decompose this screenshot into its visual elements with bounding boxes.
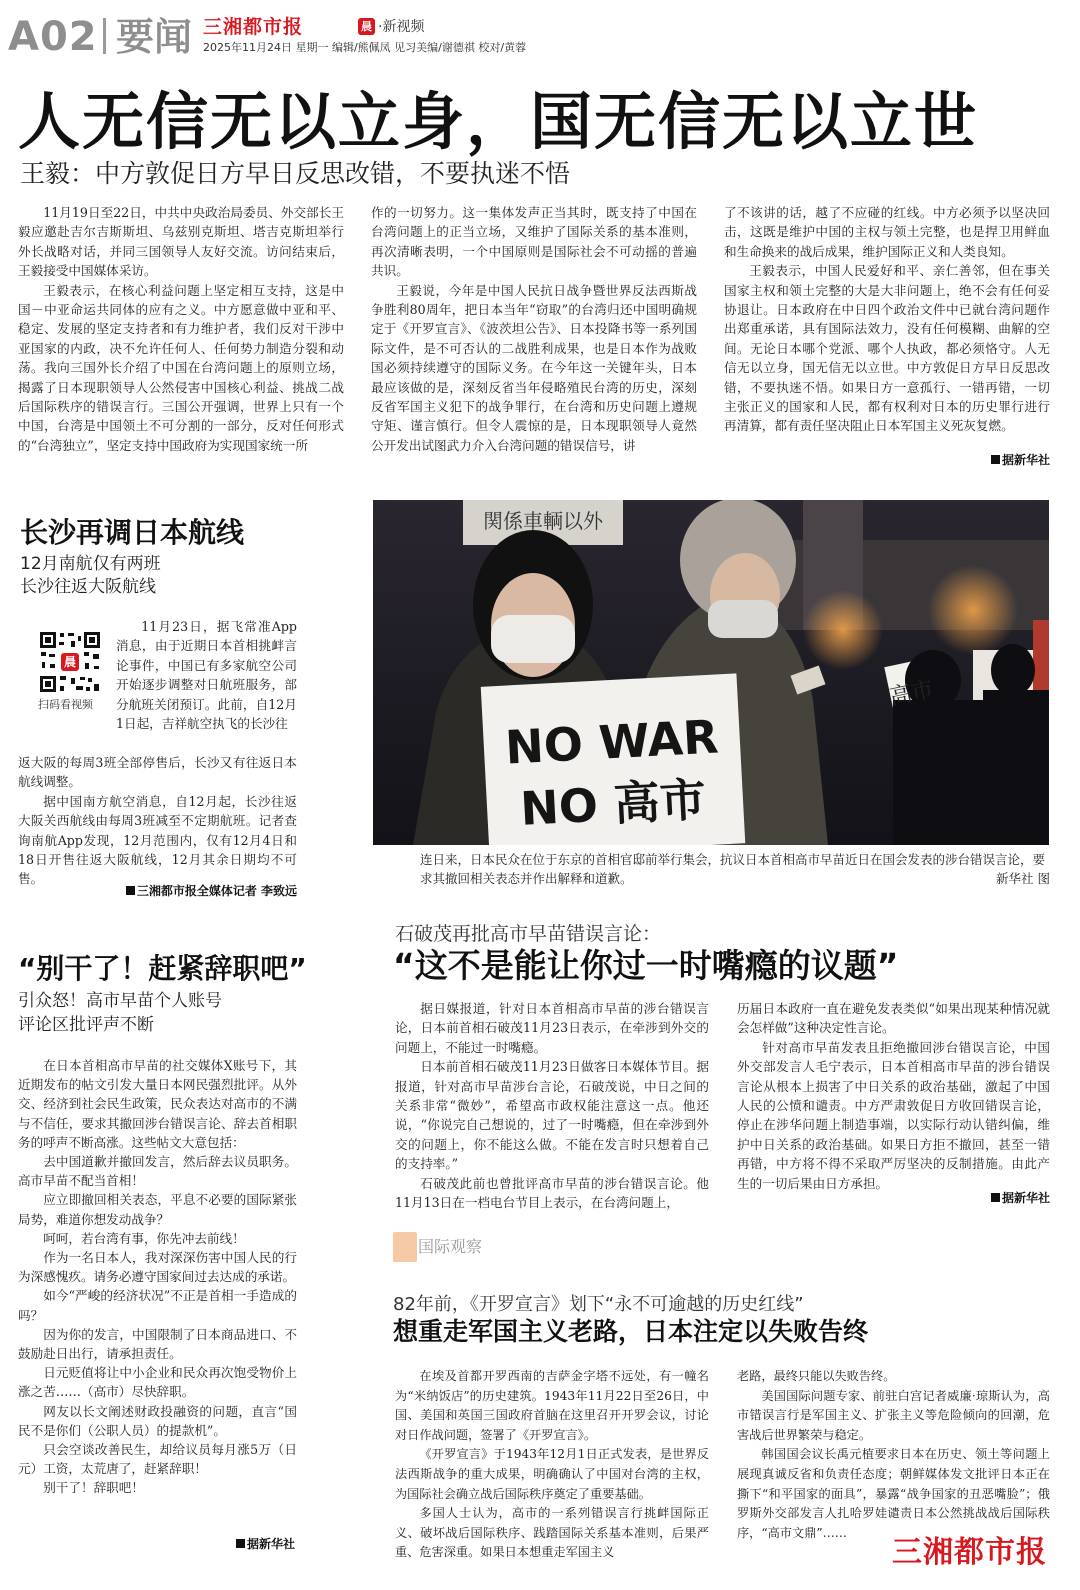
svg-text:晨: 晨 (63, 655, 77, 669)
footer-logo: 三湘都市报 (892, 1533, 1047, 1573)
paragraph: 王毅说，今年是中国人民抗日战争暨世界反法西斯战争胜利80周年，把日本当年“窃取”的台湾归还中国明确规定于《开罗宣言》、《波茨坦公告》、日本投降书等一系列国际文件，是不可否认的二战胜利成果，也是日本作为战败国必须持续遵守的国际义务。在今年这一关键年头，日本最应该做的是，深刻反省当年侵略殖民台湾的历史，深刻反省军国主义犯下的战争罪行，在台湾和历史问题上遵规守矩、谨言慎行。但令人震惊的是，日本现职领导人竟然公开发出试图武力介入台湾问题的错误信号，讲 (371, 282, 697, 453)
badge-icon: 晨 (358, 18, 375, 35)
paragraph: 11月23日，据飞常准App消息，由于近期日本首相挑衅言论事件，中国已有多家航空公司开始逐步调整对日航班服务，部分航班关闭预订。此前，自12月1日起，吉祥航空执飞的长沙往 (116, 619, 297, 732)
byline-text: 据新华社 (1001, 453, 1050, 467)
paragraph: 日本前首相石破茂11月23日做客日本媒体节目。据报道，针对高市早苗涉台言论，石破茂说，中日之间的关系非常“微妙”，希望高市政权能注意这一点。他还说，“你说完自己想说的，过了一时嘴瘾，但在牵涉到外交的问题上，你不能这么做。不能在发言时只想着自己的支持率。” (395, 1059, 709, 1172)
paragraph: 呵呵，若台湾有事，你先冲去前线！ (43, 1230, 245, 1246)
ishiba-title: “这不是能让你过一时嘴瘾的议题” (393, 946, 899, 985)
quit-byline (150, 1535, 295, 1553)
paragraph: 据日媒报道，针对日本首相高市早苗的涉台错误言论，日本前首相石破茂11月23日表示，在牵涉到外交的问题上，不能过一时嘴瘾。 (395, 1001, 709, 1055)
ishiba-byline (900, 1189, 1050, 1207)
lead-column-2 (371, 203, 697, 455)
byline-text: 三湘都市报全媒体记者 李致远 (136, 884, 297, 898)
qr-label: 扫码看视频 (38, 698, 93, 711)
byline-text: 据新华社 (1001, 1191, 1050, 1205)
paragraph: 王毅表示，中国人民爱好和平、亲仁善邻，但在事关国家主权和领土完整的大是大非问题上，绝不会有任何妥协退让。日本政府在中日四个政治文件中已就台湾问题作出郑重承诺，具有国际法效力，没有任何模糊、曲解的空间。无论日本哪个党派、哪个人执政，都必须恪守。人无信无以立身，国无信无以立世。中方敦促日方早日反思改错，不要执迷不悟。如果日方一意孤行、一错再错，一切主张正义的国家和人民，都有权利对日本的历史罪行进行再清算，都有责任坚决阻止日本军国主义死灰复燃。 (724, 263, 1050, 434)
paragraph: 《开罗宣言》于1943年12月1日正式发表，是世界反法西斯战争的重大成果，明确确认了中国对台湾的主权，为国际社会确立战后国际秩序奠定了重要基础。 (395, 1447, 709, 1501)
quit-body (18, 1056, 297, 1498)
paragraph: 石破茂此前也曾批评高市早苗的涉台错误言论。他11月13日在一档电台节目上表示，在台湾问题上， (395, 1175, 709, 1211)
quit-title: “别干了！赶紧辞职吧” (18, 952, 307, 985)
lead-byline (900, 451, 1050, 469)
lead-column-1 (18, 203, 344, 455)
square-icon (126, 886, 135, 895)
paragraph: 针对高市早苗发表且拒绝撤回涉台错误言论，中国外交部发言人毛宁表示，日本首相高市早苗的涉台错误言论从根本上损害了中日关系的政治基础，激起了中国人民的公愤和谴责。中方严肃敦促日方收回错误言论，停止在涉华问题上制造事端，以实际行动认错纠偏，维护中日关系的政治基础。如果日方拒不撤回，甚至一错再错，中方将不得不采取严厉坚决的反制措施。由此产生的一切后果由日方承担。 (737, 1039, 1050, 1191)
issue-meta: 2025年11月24日 星期一 编辑/熊佩凤 见习美编/谢德祺 校对/黄蓉 (203, 41, 527, 54)
photo-credit: 新华社 图 (996, 871, 1050, 886)
sign-top: 関係車輌以外 (483, 509, 603, 533)
lead-headline: 人无信无以立身，国无信无以立世 (18, 85, 979, 158)
changsha-title: 长沙再调日本航线 (20, 516, 245, 549)
paragraph: 网友以长文阐述财政投融资的问题，直言“国民不是你们（公职人员）的提款机”。 (18, 1403, 297, 1438)
changsha-body-right (116, 617, 297, 733)
column-tag: 国际观察 (418, 1237, 483, 1256)
header-divider (103, 18, 106, 54)
cairo-column-2 (737, 1367, 1050, 1543)
cairo-column-1 (395, 1367, 709, 1563)
square-icon (236, 1539, 245, 1548)
paragraph: 在日本首相高市早苗的社交媒体X账号下，其近期发布的帖文引发大量日本网民强烈批评。从外交、经济到社会民生政策，民众表达对高市的不满与不信任，要求其撤回涉台错误言论、辞去首相职务的呼声不断高涨。这些帖文大意包括： (18, 1058, 297, 1150)
paragraph: 多国人士认为，高市的一系列错误言行挑衅国际正义、破坏战后国际秩序、践踏国际关系基本准则，后果严重、危害深重。如果日本想重走军国主义 (395, 1506, 709, 1560)
paragraph: 老路，最终只能以失败告终。 (737, 1369, 896, 1383)
paragraph: 作的一切努力。这一集体发声正当其时，既支持了中国在台湾问题上的正当立场，又维护了国际关系的基本准则，再次清晰表明，一个中国原则是国际社会不可动摇的普遍共识。 (371, 205, 697, 279)
changsha-body (18, 753, 297, 889)
paragraph: 王毅表示，在核心利益问题上坚定相互支持，这是中国－中亚命运共同体的应有之义。中方愿意做中亚和平、稳定、发展的坚定支持者和有力维护者，我们反对干涉中亚国家的内政，决不允许任何人、任何势力制造分裂和动荡。我向三国外长介绍了中国在台湾问题上的原则立场，揭露了日本现职领导人公然侵害中国核心利益、挑战二战后国际秩序的错误言行。三国公开强调，世界上只有一个中国，台湾是中国领土不可分割的一部分，反对任何形式的“台湾独立”，坚定支持中国政府为实现国家统一所 (18, 282, 344, 453)
paragraph: 去中国道歉并撤回发言，然后辞去议员职务。高市早苗不配当首相！ (18, 1154, 297, 1189)
paragraph: 只会空谈改善民生，却给议员每月涨5万（日元）工资，太荒唐了，赶紧辞职！ (18, 1442, 297, 1477)
paragraph: 在埃及首都开罗西南的吉萨金字塔不远处，有一幢名为“米纳饭店”的历史建筑。1943年11月22日至26日，中国、美国和英国三国政府首脑在这里召开开罗会议，讨论对日作战问题，签署了《开罗宣言》。 (395, 1369, 709, 1442)
paper-logo: 三湘都市报 (203, 16, 304, 38)
paragraph: 应立即撤回相关表态，平息不必要的国际紧张局势，难道你想发动战争？ (18, 1192, 297, 1227)
paragraph: 返大阪的每周3班全部停售后，长沙又有往返日本航线调整。 (18, 755, 297, 790)
sign-main-1: NO WAR (503, 709, 720, 775)
paragraph: 如今“严峻的经济状况”不正是首相一手造成的吗？ (18, 1288, 297, 1323)
square-icon (991, 455, 1000, 464)
paragraph: 日元贬值将让中小企业和民众再次饱受物价上涨之苦……（高市）尽快辞职。 (18, 1365, 297, 1400)
paragraph: 因为你的发言，中国限制了日本商品进口、不鼓励赴日出行，请承担责任。 (18, 1326, 297, 1362)
section-name: 要闻 (116, 15, 193, 59)
qr-code-icon[interactable] (38, 630, 102, 694)
paragraph: 别干了！辞职吧！ (43, 1480, 144, 1496)
paragraph: 了不该讲的话，越了不应碰的红线。中方必须予以坚决回击，这既是维护中国的主权与领土完整，也是捍卫用鲜血和生命换来的战后成果，维护国际正义和人类良知。 (724, 205, 1050, 259)
paragraph: 韩国国会议长禹元植要求日本在历史、领土等问题上展现真诚反省和负责任态度；朝鲜媒体发文批评日本正在撕下“和平国家的面具”，暴露“战争国家的丑恶嘴脸”；俄罗斯外交部发言人扎哈罗娃谴责日本公然挑战战后国际秩序，“高市文鼎”…… (737, 1447, 1050, 1540)
changsha-subtitle-2: 长沙往返大阪航线 (20, 577, 156, 597)
column-tag-icon (393, 1232, 417, 1262)
lead-column-3 (724, 203, 1050, 436)
protest-photo-illustration (373, 500, 1049, 845)
square-icon (991, 1193, 1000, 1202)
lead-subhead: 王毅：中方敦促日方早日反思改错，不要执迷不悟 (20, 159, 571, 188)
ishiba-column-1 (395, 999, 709, 1212)
sign-main-2: NO 高市 (518, 772, 708, 836)
protest-photo (373, 500, 1049, 845)
cairo-kicker: 82年前，《开罗宣言》划下“永不可逾越的历史红线” (393, 1294, 804, 1315)
photo-caption (420, 850, 1050, 888)
changsha-byline (18, 882, 297, 900)
ishiba-column-2 (737, 999, 1050, 1193)
changsha-subtitle-1: 12月南航仅有两班 (20, 554, 161, 574)
page-number: A02 (8, 14, 98, 60)
paragraph: 历届日本政府一直在避免发表类似“如果出现某种情况就会怎样做”这种决定性言论。 (737, 1001, 1050, 1036)
byline-text: 据新华社 (246, 1537, 295, 1551)
caption-text: 连日来，日本民众在位于东京的首相官邸前举行集会，抗议日本首相高市早苗近日在国会发表的涉台错误言论，要求其撤回相关表态并作出解释和道歉。 (420, 852, 1046, 886)
video-brand: ·新视频 (378, 19, 425, 35)
paragraph: 据中国南方航空消息，自12月起，长沙往返大阪关西航线由每周3班减至不定期航班。记者查询南航App发现，12月范围内，仅有12月4日和18日开售往返大阪航线，12月其余日期均不可售。 (18, 793, 297, 887)
cairo-title: 想重走军国主义老路，日本注定以失败告终 (393, 1317, 869, 1346)
paragraph: 美国国际问题专家、前驻白宫记者威廉·琼斯认为，高市错误言行是军国主义、扩张主义等危险倾向的回潮，危害战后世界繁荣与稳定。 (737, 1388, 1050, 1442)
paragraph: 作为一名日本人，我对深深伤害中国人民的行为深感愧疚。请务必遵守国家间过去达成的承诺。 (18, 1250, 297, 1285)
quit-subtitle-2: 评论区批评声不断 (18, 1015, 154, 1035)
quit-subtitle-1: 引众怒！高市早苗个人账号 (18, 991, 222, 1011)
paragraph: 11月19日至22日，中共中央政治局委员、外交部长王毅应邀赴吉尔吉斯斯坦、乌兹别克斯坦、塔吉克斯坦举行外长战略对话，并同三国领导人友好交流。访问结束后，王毅接受中国媒体采访。 (18, 205, 344, 279)
sign-right: 高市 (887, 676, 936, 711)
ishiba-kicker: 石破茂再批高市早苗错误言论： (395, 923, 662, 945)
